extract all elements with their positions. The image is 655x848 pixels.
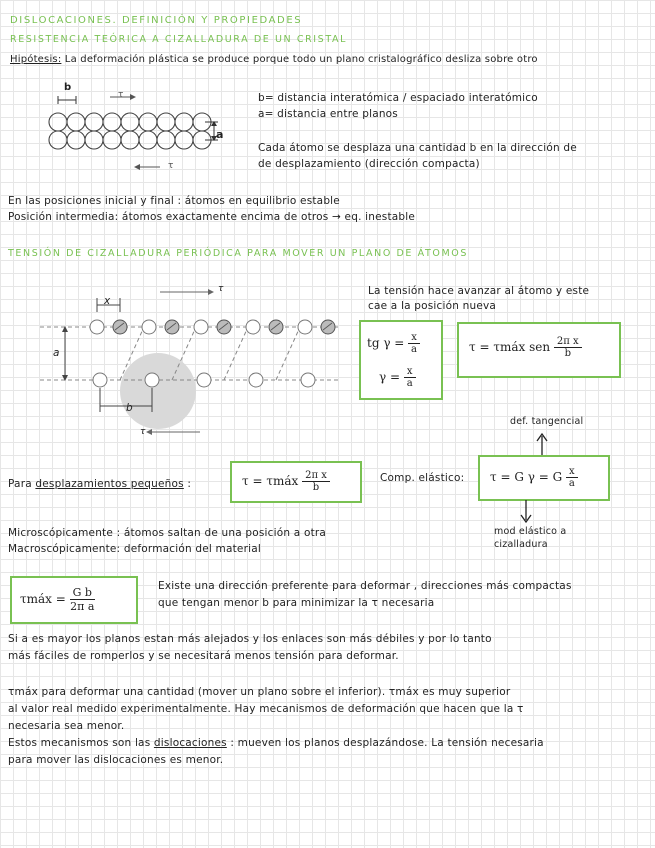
subtitle: RESISTENCIA TEÓRICA A CIZALLADURA DE UN CRISTAL — [10, 34, 347, 45]
paragraph-b-line4-pre: Estos mecanismos son las — [8, 737, 151, 749]
section2-title: TENSIÓN DE CIZALLADURA PERIÓDICA PARA MOVER UN PLANO DE ÁTOMOS — [8, 248, 468, 259]
paragraph-b-line1: τmáx para deformar una cantidad (mover un plano sobre el inferior). τmáx es muy superior — [8, 686, 511, 698]
tau-max-note-line2: que tengan menor b para minimizar la τ necesaria — [158, 597, 435, 609]
tau-max-num: G b — [70, 586, 95, 600]
tension-note-line2: cae a la posición nueva — [368, 300, 497, 312]
tg-gamma-den: a — [411, 344, 417, 355]
paragraph-b-line3: necesaria sea menor. — [8, 720, 125, 732]
diagram2-tau-top: τ — [218, 284, 224, 294]
diagram1-a-label: a — [216, 128, 224, 141]
diagram2-b-label: b — [126, 402, 133, 414]
paragraph-b-line4-post: : mueven los planos desplazándose. La tensión necesaria — [230, 737, 544, 749]
tg-gamma-num: x — [408, 332, 420, 344]
hipotesis-label: Hipótesis: — [10, 54, 62, 65]
def-tangencial-label: def. tangencial — [510, 416, 584, 427]
displacement-line2: de desplazamiento (dirección compacta) — [258, 158, 480, 170]
tau-sine-den: b — [564, 348, 571, 359]
def-a: a= distancia entre planos — [258, 108, 398, 120]
page-title: DISLOCACIONES. DEFINICIÓN Y PROPIEDADES — [10, 15, 303, 26]
small-disp-den: b — [312, 482, 320, 493]
diagram1-b-label: b — [64, 82, 72, 93]
positions-line1: En las posiciones inicial y final : átomos en equilibrio estable — [8, 195, 340, 207]
small-disp-lhs: τ = τmáx — [242, 474, 299, 488]
gamma-formula — [379, 366, 416, 389]
periodic-shear-diagram — [40, 278, 370, 443]
diagram2-a-label: a — [53, 347, 60, 359]
mod-elastico-line2: cizalladura — [494, 539, 548, 550]
elastic-formula — [490, 466, 578, 489]
arrow-down-icon — [520, 500, 532, 524]
tau-max-note-line1: Existe una dirección preferente para deformar , direcciones más compactas — [158, 580, 572, 592]
paragraph-a-line1: Si a es mayor los planos estan más alejados y los enlaces son más débiles y por lo tanto — [8, 633, 492, 645]
tg-gamma-formula-box — [359, 320, 443, 400]
tau-sine-formula — [469, 336, 582, 359]
small-disp-label — [8, 478, 191, 490]
dislocaciones-term: dislocaciones — [153, 737, 227, 749]
small-disp-prefix: Para — [8, 478, 32, 490]
def-b: b= distancia interatómica / espaciado interatómico — [258, 92, 538, 104]
macro-line: Macroscópicamente: deformación del material — [8, 543, 261, 555]
tension-note-line1: La tensión hace avanzar al átomo y este — [368, 285, 590, 297]
positions-line2: Posición intermedia: átomos exactamente encima de otros → eq. inestable — [8, 211, 416, 223]
elastic-formula-box — [478, 455, 610, 501]
gamma-den: a — [406, 378, 413, 389]
elastic-formula-lhs: τ = G γ = G — [490, 470, 563, 484]
tau-sine-formula-box — [457, 322, 621, 378]
elastic-label: Comp. elástico: — [380, 472, 465, 484]
gamma-num: x — [404, 366, 416, 378]
tg-gamma-lhs: tg γ = — [367, 336, 405, 350]
paragraph-a-line2: más fáciles de romperlos y se necesitará menos tensión para deformar. — [8, 650, 399, 662]
tg-gamma-formula — [367, 332, 420, 355]
small-disp-formula — [242, 470, 330, 493]
diagram2-tau-bottom: τ — [140, 427, 146, 437]
small-disp-suffix: : — [187, 478, 192, 490]
tau-max-formula — [20, 586, 95, 613]
mod-elastico-line1: mod elástico a — [494, 526, 567, 537]
tau-max-den: 2π a — [70, 600, 95, 613]
elastic-num: x — [566, 466, 578, 478]
tau-sine-num: 2π x — [554, 336, 582, 348]
diagram1-tau-bottom: τ — [168, 161, 174, 171]
micro-line: Microscópicamente : átomos saltan de una posición a otra — [8, 527, 327, 539]
elastic-den: a — [568, 478, 575, 489]
gamma-lhs: γ = — [379, 370, 401, 384]
small-disp-underlined: desplazamientos pequeños — [35, 478, 184, 490]
diagram1-tau-top: τ — [118, 90, 124, 100]
displacement-line1: Cada átomo se desplaza una cantidad b en la dirección de — [258, 142, 577, 154]
arrow-up-icon — [536, 432, 548, 456]
paragraph-b-line4 — [8, 737, 544, 749]
small-disp-num: 2π x — [302, 470, 330, 482]
paragraph-b-line2: al valor real medido experimentalmente. Hay mecanismos de deformación que hacen que la τ — [8, 703, 524, 715]
diagram2-x-label: x — [104, 295, 111, 307]
tau-sine-lhs: τ = τmáx sen — [469, 340, 551, 354]
paragraph-b-line5: para mover las dislocaciones es menor. — [8, 754, 224, 766]
hipotesis-text: La deformación plástica se produce porque todo un plano cristalográfico desliza sobre otro — [64, 54, 538, 65]
tau-max-lhs: τmáx = — [20, 592, 66, 606]
tau-max-formula-box — [10, 576, 138, 624]
small-disp-formula-box — [230, 461, 362, 503]
hipotesis-line — [10, 54, 538, 65]
